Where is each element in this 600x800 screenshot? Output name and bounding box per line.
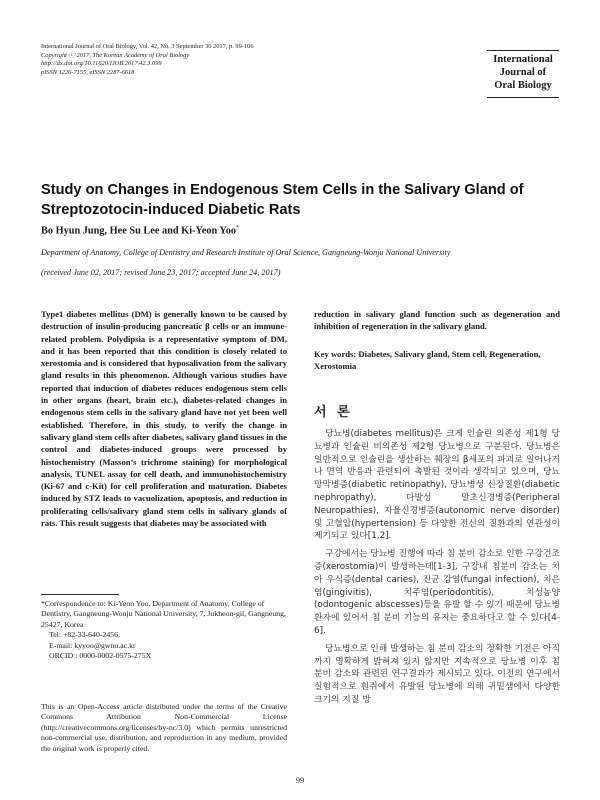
journal-name-line: Oral Biology: [494, 80, 552, 91]
journal-name-line: Journal of: [499, 67, 547, 78]
citation-line: International Journal of Oral Biology, Vol. 42, No. 3 September 30 2017, p. 99-106: [41, 43, 254, 50]
correspondence-email[interactable]: E-mail: kyyoo@gwnu.ac.kr: [49, 640, 136, 650]
page-number: 99: [295, 776, 305, 785]
journal-logo-box: [487, 50, 559, 98]
doi-link[interactable]: http://dx.doi.org/10.11620/IJOB.2017.42.3.099: [41, 60, 162, 68]
correspondence-footnote: [41, 599, 287, 661]
intro-paragraph: 당뇨병(diabetes mellitus)은 크게 인슐린 의존성 제1형 당뇨병과 인슐린 비의존성 제2형 당뇨병으로 구분된다. 당뇨병은 일반적으로 인슐린을 생산하는 췌장의 β세포의 파괴로 일어나거나 면역 반응과 관련되어 촉발된 것이라 생각되고 있으며, 당뇨망막병증(diabetic retinopathy), 당뇨병성 신장질환(diabetic nephropathy), 다발성 말초신경병증(Peripheral Neuropathies), 자율신경병증(autonomic nerve disorder) 및 고혈압(hypertension) 등 다양한 전신의 질환과의 연관성이 제기되고 있다[1,2].: [314, 429, 560, 542]
intro-paragraph: 구강에서는 당뇨병 진행에 따라 침 분비 감소로 인한 구강건조증(xerostomia)이 발생하는데[1-3], 구강내 침분비 감소는 치아 우식증(dental caries), 진균 감염(fungal infection), 치은염(gingivitis), 치주염(periodontitis), 치성농양(odontogenic abscesses)등을 유발 할 수 있기 때문에 당뇨병 환자에 있어서 침 분비 기능의 유지는 중요하다고 할 수 있다[4-6].: [314, 549, 560, 636]
correspondence-phone: Tel: +82-33-640-2456,: [49, 630, 120, 640]
keywords: Key words: Diabetes, Salivary gland, Stem cell, Regeneration, Xerostomia: [314, 349, 541, 372]
intro-paragraph: 당뇨병으로 인해 발생하는 침 분비 감소의 정확한 기전은 아직까지 명확하게 밝혀져 있지 않지만 지속적으로 당뇨병 이후 침 분비 감소와 관련된 연구결과가 제시되고 있다. 이전의 연구에서 실험적으로 훤쥐에서 유발된 당뇨병에 의해 귀밑샘에서 다양한 크기의 지질 방: [314, 643, 560, 705]
intro-body: [314, 428, 560, 712]
received-dates: (received June 02, 2017; revised June 23, 2017; accepted June 24, 2017): [41, 268, 281, 277]
correspondence-address: *Correspondence to: Ki-Yeon Yoo, Department of Anatomy, College of Dentistry, Gangneung-Wonju National University, 7, Jukheon-gil, Gangneung, 25427, Korea: [41, 599, 286, 629]
copyright-line: Copyright ⓒ 2017, The Korean Academy of Oral Biology: [41, 51, 190, 59]
license-note: This is an Open-Access article distributed under the terms of the Creative Commons Attribution Non-Commercial License (http://creativecommons.org/licenses/by-nc/3.0) which permits unrestricted non-commercial use, distribution, and reproduction in any medium, provided the original work is properly cited.: [41, 702, 287, 753]
journal-name-line: International: [493, 54, 553, 65]
article-title: Study on Changes in Endogenous Stem Cells in the Salivary Gland of Streptozotocin-induced Diabetic Rats: [41, 182, 524, 218]
affiliation: Department of Anatomy, College of Dentistry and Research Institute of Oral Science, Gangneung-Wonju National University: [41, 248, 451, 257]
journal-citation: [41, 43, 421, 77]
abstract-column-right: reduction in salivary gland function such as degeneration and inhibition of regeneration in the salivary gland.: [314, 309, 560, 332]
correspondence-orcid: ORCID : 0000-0002-0575-275X: [49, 651, 152, 661]
corresponding-mark: *: [236, 225, 240, 231]
section-heading-intro: 서 론: [314, 405, 353, 420]
abstract-column-left: Type1 diabetes mellitus (DM) is generally known to be caused by destruction of insulin-producing pancreatic β cells or an immune-related problem. Polydipsia is a representative symptom of DM, and it has been reported that this condition is closely related to xerostomia and is considered that hyposalivation from the salivary gland results in this phenomenon. Although various studies have reported that induction of diabetes reduces endogenous stem cells in other organs (heart, brain etc.), diabetes-related changes in endogenous stem cells in the salivary gland have not yet been well established. Therefore, in this study, to verify the change in salivary gland stem cells after diabetes, salivary gland tissues in the control and diabetes-induced groups were processed by histochemistry (Masson’s trichrome staining) for morphological analysis, TUNEL assay for cell death, and immunohistochemistry (Ki-67 and c-Kit) for cell proliferation and maturation. Diabetes induced by STZ leads to vacuolization, apoptosis, and reduction in proliferating cells/salivary gland stem cells in salivary glands of rats. This result suggests that diabetes may be associated with: [41, 309, 287, 529]
author-list: [41, 225, 561, 236]
issn-line: pISSN 1226-7155, eISSN 2287-6618: [41, 68, 135, 76]
footnote-divider: [41, 594, 119, 595]
author-names: Bo Hyun Jung, Hee Su Lee and Ki-Yeon Yoo: [41, 225, 237, 237]
